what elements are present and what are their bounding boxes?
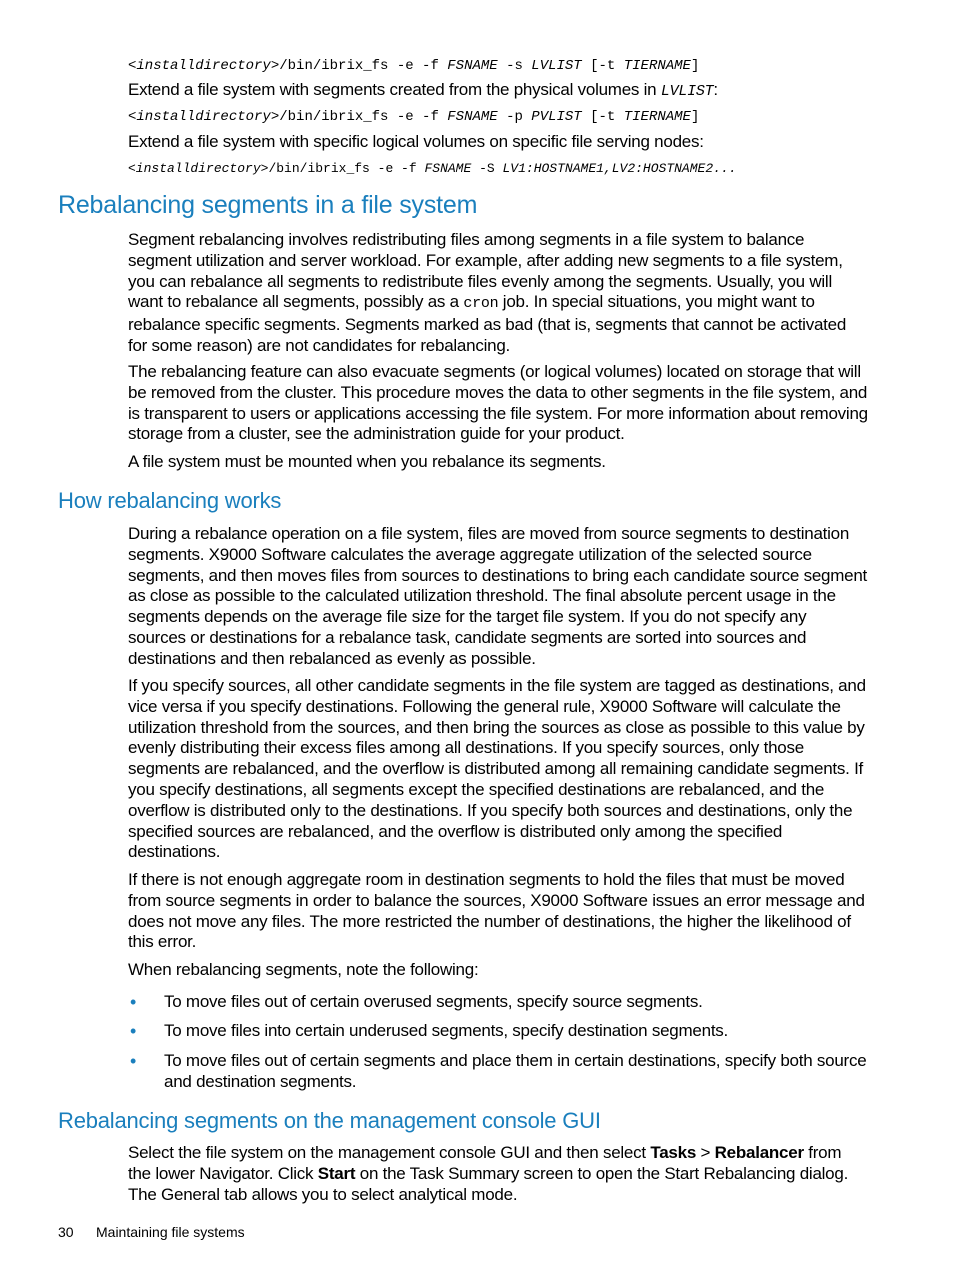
command-extend-pvlist: <installdirectory>/bin/ibrix_fs -e -f FSNAME -p PVLIST [-t TIERNAME]	[128, 109, 700, 125]
how-paragraph-4: When rebalancing segments, note the following:	[128, 960, 479, 979]
how-paragraph-3: If there is not enough aggregate room in destination segments to hold the files that must be moved from source segments in order to balance the sources, X9000 Software issues an error message and does not move any files. The more restricted the number of destinations, the higher the likelihood of this error.	[128, 870, 865, 952]
intro-extend-nodes: Extend a file system with specific logical volumes on specific file serving nodes:	[128, 132, 704, 151]
how-paragraph-1: During a rebalance operation on a file system, files are moved from source segments to destination segments. X9000 Software calculates the average aggregate utilization of the selected source segments, and then moves files from sources to destinations to bring each candidate source segment as close as possible to the calculated utilization threshold. The final absolute percent usage in the segments depends on the average file size for the target file system. If you do not specify any sources or destinations for a rebalance task, candidate segments are sorted into sources and destinations and then rebalanced as evenly as possible.	[128, 524, 868, 668]
page-number: 30	[58, 1224, 74, 1240]
rebalancing-paragraph-1: Segment rebalancing involves redistributing files among segments in a file system to balance segment utilization and server workload. For example, after adding new segments to a file system, you can rebalance all segments to redistribute files evenly among the segments. Usually, you will want to rebalance all segments, possibly as a cron job. In special situations, you might want to rebalance specific segments. Segments marked as bad (that is, segments that cannot be activated for some reason) are not candidates for rebalancing.	[128, 230, 847, 355]
bullet-icon: •	[130, 992, 137, 1012]
list-item: • To move files out of certain segments and place them in certain destinations, specify both source and destination segments.	[130, 1051, 867, 1091]
section-title-gui: Rebalancing segments on the management console GUI	[58, 1108, 601, 1133]
rebalancing-paragraph-3: A file system must be mounted when you rebalance its segments.	[128, 452, 606, 471]
gui-paragraph-1: Select the file system on the management console GUI and then select Tasks > Rebalancer from the lower Navigator. Click Start on the Task Summary screen to open the Start Rebalancing dialog. The General tab allows you to select analytical mode.	[128, 1143, 849, 1204]
section-title-rebalancing: Rebalancing segments in a file system	[58, 191, 478, 219]
section-title-how-rebalancing: How rebalancing works	[58, 488, 282, 513]
page-footer	[58, 1224, 245, 1240]
bullet-icon: •	[130, 1021, 137, 1042]
list-item: • To move files out of certain overused segments, specify source segments.	[130, 992, 703, 1012]
intro-extend-lvlist: Extend a file system with segments created from the physical volumes in LVLIST:	[128, 80, 718, 100]
bullet-icon: •	[130, 1051, 137, 1072]
rebalancing-notes-list	[128, 992, 868, 1093]
how-paragraph-2: If you specify sources, all other candidate segments in the file system are tagged as destinations, and vice versa if you specify destinations. Following the general rule, X9000 Software will calculate the utilization threshold from the sources, and then bring the sources as close as possible to this value by evenly distributing their excess files among all destinations. If you specify sources, only those segments are rebalanced, and the overflow is distributed among all remaining candidate segments. If you specify destinations, all segments except the specified destinations are rebalanced, and the overflow is distributed only to the destinations. If you specify both sources and destinations, only the specified sources are rebalanced, and the overflow is distributed only among the specified destinations.	[128, 676, 866, 862]
list-item: • To move files into certain underused segments, specify destination segments.	[130, 1021, 729, 1042]
command-extend-lvlist: <installdirectory>/bin/ibrix_fs -e -f FSNAME -s LVLIST [-t TIERNAME]	[128, 58, 700, 74]
chapter-title: Maintaining file systems	[96, 1224, 245, 1240]
command-extend-hosts: <installdirectory>/bin/ibrix_fs -e -f FSNAME -S LV1:HOSTNAME1,LV2:HOSTNAME2...	[128, 161, 737, 176]
rebalancing-paragraph-2: The rebalancing feature can also evacuate segments (or logical volumes) located on storage that will be removed from the cluster. This procedure moves the data to other segments in the file system, and is transparent to users or applications accessing the file system. For more information about removing storage from a cluster, see the administration guide for your product.	[128, 362, 868, 444]
